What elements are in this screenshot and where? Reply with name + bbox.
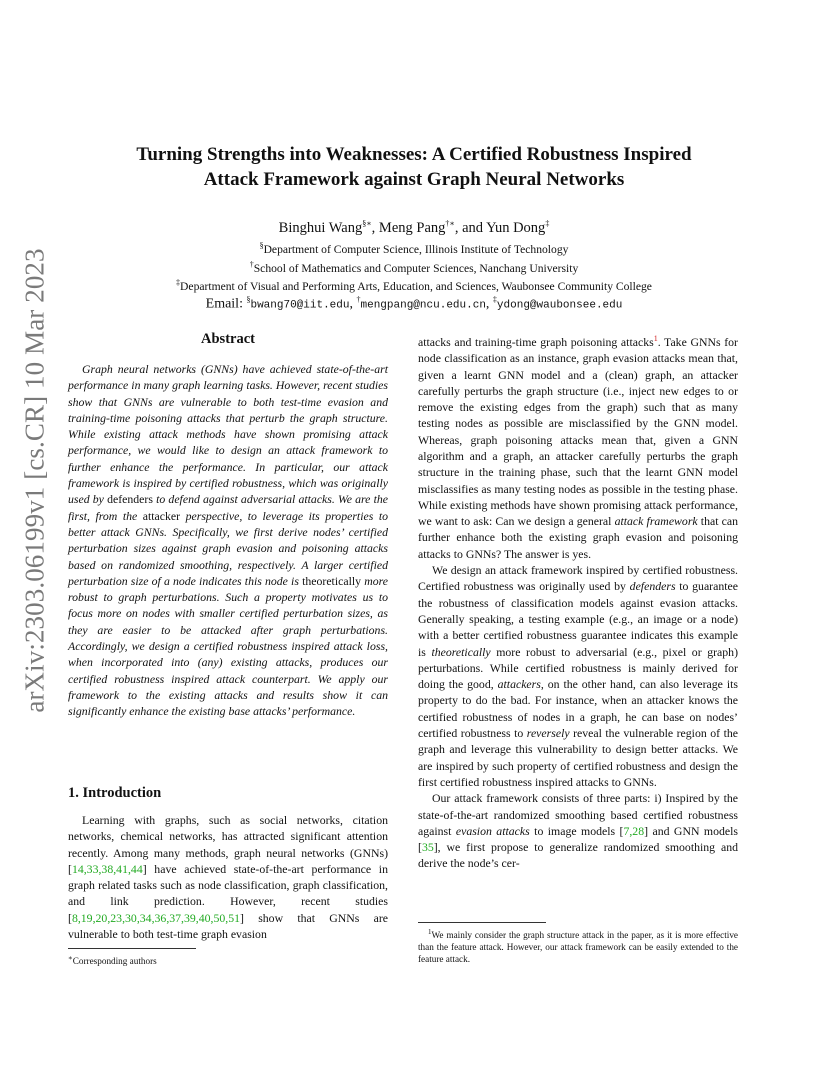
right-text-1b: to guarantee the robustness of classification models against evasion attacks. Generally speaking, a testing example (e.g., an image or a node) with a better certified robustness guarantee indicates this example is bbox=[418, 579, 738, 659]
email-3[interactable]: ydong@waubonsee.edu bbox=[496, 299, 623, 312]
right-paragraph-2 bbox=[418, 790, 738, 871]
author-1: Binghui Wang bbox=[278, 219, 363, 236]
right-text-2a: Our attack framework consists of three parts: i) Inspired by the state-of-the-art randomized smoothing based certified robustness against bbox=[418, 791, 738, 838]
citation-link[interactable]: 8,19,20,23,30,34,36,37,39,40,50,51 bbox=[71, 910, 241, 925]
abstract-text-2: to defend against adversarial attacks. We are the first, from the bbox=[68, 492, 388, 523]
affiliation-2-text: School of Mathematics and Computer Sciences, Nanchang University bbox=[253, 261, 579, 275]
right-text-0b: . Take GNNs for node classification as an instance, graph evasion attacks mean that, given a learnt GNN model and a (clean) graph, an attacker carefully perturbs the graph structure (i.e., inject new edges to or remove the existing edges from the graph) such that as many testing nodes as possible are misclassified by the GNN model. Whereas, graph poisoning attacks mean that, given a GNN algorithm and a graph, an attacker carefully perturbs the graph structure in the training phase, such that the learnt GNN model misclassifies as many testing nodes as possible in the testing phase. While existing methods have shown promising attack performance, we want to ask: Can we design a general bbox=[418, 334, 738, 529]
affiliation-2-mark: † bbox=[249, 260, 254, 269]
email-2-mark: † bbox=[356, 295, 361, 304]
intro-text-2: ] have achieved state-of-the-art performance in graph related tasks such as node classification, graph classification, and link prediction. However, recent studies [ bbox=[68, 861, 388, 925]
affiliation-3 bbox=[80, 278, 748, 293]
abstract-text-1: Graph neural networks (GNNs) have achieved state-of-the-art performance in many graph learning tasks. However, recent studies show that GNNs are vulnerable to both test-time evasion and training-time poisoning attacks that perturb the graph structure. While existing attack methods have shown promising attack performance, we would like to design an attack framework to further enhance the performance. In particular, our attack framework is inspired by certified robustness, which was originally used by bbox=[68, 362, 388, 507]
emph-evasion-attacks: evasion attacks bbox=[455, 823, 530, 838]
footnote-left-text: Corresponding authors bbox=[72, 956, 157, 967]
right-text-1d: , on the other hand, can also leverage its property to do the bad. For instance, when an attacker knows the certified robustness of nodes in a graph, he can base on nodes’ certified robustness to bbox=[418, 677, 738, 741]
right-text-0a: attacks and training-time graph poisoning attacks bbox=[418, 334, 654, 349]
right-text-2b: to image models [ bbox=[529, 823, 624, 838]
email-1[interactable]: bwang70@iit.edu bbox=[250, 299, 350, 312]
intro-text-1: Learning with graphs, such as social networks, citation networks, chemical networks, has attracted significant attention recently. Among many methods, graph neural networks (GNNs) [ bbox=[68, 813, 388, 876]
email-3-mark: ‡ bbox=[492, 295, 497, 304]
abstract-upright-3: theoretically bbox=[302, 573, 362, 588]
affiliation-1-text: Department of Computer Science, Illinois Institute of Technology bbox=[263, 242, 569, 256]
abstract-paragraph bbox=[68, 361, 388, 720]
author-2: , Meng Pang bbox=[371, 219, 446, 236]
right-paragraph-1 bbox=[418, 562, 738, 790]
author-3-marks: ‡ bbox=[545, 219, 550, 228]
right-text-1e: reveal the vulnerable region of the graph and leverage this vulnerability to design better attacks. We are inspired by such property of certified robustness and design the first certified robustness inspired attacks to GNNs. bbox=[418, 726, 738, 789]
email-label: Email: bbox=[205, 296, 247, 312]
intro-paragraph-1 bbox=[68, 812, 388, 942]
author-3: , and Yun Dong bbox=[454, 219, 546, 236]
arxiv-id: arXiv:2303.06199v1 [cs.CR] 10 Mar 2023 bbox=[19, 247, 50, 713]
abstract-text-3: perspective, to leverage its properties to better attack GNNs. Specifically, we first derive nodes’ certified perturbation sizes against graph evasion and poisoning attacks based on randomized smoothing, respectively. A larger certified perturbation size of a node indicates this node is bbox=[68, 508, 388, 588]
abstract-text-4: more robust to graph perturbations. Such a property motivates us to focus more on nodes with smaller certified perturbation sizes, as they are easier to be attacked after graph perturbations. Accordingly, we design a certified robustness inspired attack loss, when incorporated into (any) existing attacks, produces our certified robustness inspired attack counterpart. We apply our framework to the existing attacks and results show it can significantly enhance the existing base attacks’ performance. bbox=[68, 573, 388, 719]
emph-attack-framework: attack framework bbox=[614, 514, 698, 529]
email-line bbox=[80, 295, 748, 313]
emph-reversely: reversely bbox=[526, 726, 570, 741]
footnote-ref-1[interactable]: 1 bbox=[653, 334, 658, 343]
email-2[interactable]: mengpang@ncu.edu.cn bbox=[360, 299, 486, 312]
email-1-mark: § bbox=[246, 295, 251, 304]
paper-title bbox=[80, 142, 748, 192]
abstract-body bbox=[68, 361, 388, 720]
emph-attackers: attackers bbox=[497, 677, 541, 692]
affiliation-3-text: Department of Visual and Performing Arts, Education, and Sciences, Waubonsee Community College bbox=[180, 279, 652, 293]
right-text-0c: that can further enhance both the existing graph evasion and poisoning attacks to GNNs? The answer is yes. bbox=[418, 514, 738, 561]
arxiv-stamp bbox=[19, 247, 50, 713]
abstract-upright-1: defenders bbox=[107, 492, 153, 507]
author-2-marks: †∗ bbox=[445, 219, 455, 228]
right-column bbox=[418, 331, 738, 872]
email-sep-2: , bbox=[485, 296, 493, 312]
abstract-upright-2: attacker bbox=[142, 508, 181, 523]
emph-defenders: defenders bbox=[629, 579, 676, 594]
footnote-right-mark: 1 bbox=[428, 928, 432, 936]
affiliation-1-mark: § bbox=[259, 241, 264, 250]
footnote-rule-right bbox=[418, 922, 546, 923]
title-line-1: Turning Strengths into Weaknesses: A Certified Robustness Inspired bbox=[136, 144, 692, 165]
intro-text-3: ] show that GNNs are vulnerable to both test-time graph evasion bbox=[68, 910, 388, 942]
emph-theoretically: theoretically bbox=[431, 644, 491, 659]
author-1-marks: §∗ bbox=[362, 219, 372, 228]
author-list bbox=[80, 219, 748, 237]
intro-body bbox=[68, 812, 388, 942]
citation-link[interactable]: 35 bbox=[421, 840, 434, 855]
citation-link[interactable]: 14,33,38,41,44 bbox=[71, 861, 143, 876]
footnote-left bbox=[68, 952, 388, 967]
footnote-right bbox=[418, 926, 738, 965]
affiliation-3-mark: ‡ bbox=[176, 278, 181, 287]
footnote-left-mark: ∗ bbox=[68, 954, 73, 962]
right-paragraph-0 bbox=[418, 331, 738, 562]
affiliation-2 bbox=[80, 260, 748, 275]
right-text-1c: more robust to adversarial (e.g., pixel or graph) perturbations. While certified robustness is mainly derived for doing the good, bbox=[418, 644, 738, 692]
right-text-1a: We design an attack framework inspired by certified robustness. Certified robustness was originally used by bbox=[418, 563, 738, 594]
right-text-2d: ], we first propose to generalize randomized smoothing and derive the node’s cer- bbox=[418, 840, 738, 871]
footnote-rule-left bbox=[68, 948, 196, 949]
title-line-2: Attack Framework against Graph Neural Networks bbox=[203, 169, 625, 190]
citation-link[interactable]: 7,28 bbox=[623, 823, 645, 838]
email-sep-1: , bbox=[349, 296, 357, 312]
intro-heading: 1. Introduction bbox=[68, 785, 162, 801]
abstract-heading: Abstract bbox=[201, 331, 255, 347]
footnote-right-text: We mainly consider the graph structure attack in the paper, as it is more effective than the feature attack. However, our attack framework can be easily extended to the feature attack. bbox=[418, 930, 738, 965]
right-text-2c: ] and GNN models [ bbox=[418, 823, 738, 855]
affiliation-1 bbox=[80, 241, 748, 256]
